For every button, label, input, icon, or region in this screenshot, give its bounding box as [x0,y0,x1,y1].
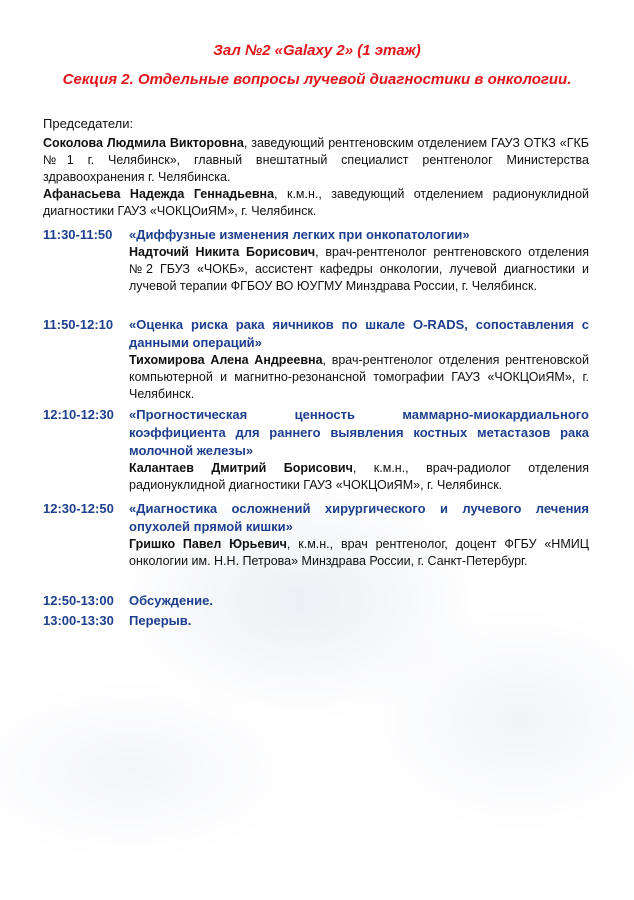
talk-time: 11:30-11:50 [43,227,113,242]
speaker-name: Надточий Никита Борисович [129,245,316,259]
break-time: 13:00-13:30 [43,613,114,628]
hall-title: Зал №2 «Galaxy 2» (1 этаж) [213,42,421,59]
speaker-details: , к.м.н., врач-радиолог отделения радионуклидной диагностики ГАУЗ «ЧОКЦОиЯМ», г. Челябинск. [129,461,590,492]
discussion-label: Обсуждение. [129,593,213,608]
talk-speaker [129,244,589,295]
talk-time: 12:30-12:50 [43,501,114,516]
chair-name: Афанасьева Надежда Геннадьевна [43,187,275,201]
speaker-name: Калантаев Дмитрий Борисович [129,461,353,475]
speaker-name: Гришко Павел Юрьевич [129,537,287,551]
talk-speaker [129,536,589,570]
speaker-details: , к.м.н., врач рентгенолог, доцент ФГБУ «НМИЦ онкологии им. Н.Н. Петрова» Минздрава России, г. Санкт-Петербург. [129,537,589,568]
talk-title: «Оценка риска рака яичников по шкале O-RADS, сопоставления с данными операций» [129,317,589,350]
chair-details: , заведующий рентгеновским отделением ГАУЗ ОТКЗ «ГКБ №1 г. Челябинск», главный внештатный специалист рентгенолог Министерства здравоохранения г. Челябинска. [43,136,589,184]
talk-title: «Прогностическая ценность маммарно-миокардиального коэффициента для раннего выявления костных метастазов рака молочной железы» [129,407,589,458]
program-item [43,406,589,494]
talk-title: «Диффузные изменения легких при онкопатологии» [129,227,470,242]
chair-name: Соколова Людмила Викторовна [43,136,244,150]
break-label: Перерыв. [129,613,192,628]
section-title: Секция 2. Отдельные вопросы лучевой диагностики в онкологии. [62,71,572,88]
program-item [43,316,589,403]
talk-speaker [129,352,589,403]
discussion-item [43,592,213,610]
discussion-time: 12:50-13:00 [43,593,114,608]
chair-entry [43,135,589,186]
program-item [43,500,589,570]
talk-speaker [129,460,589,494]
program-item [43,226,589,295]
talk-time: 12:10-12:30 [43,407,114,422]
speaker-details: , врач-рентгенолог рентгеновского отделения №2 ГБУЗ «ЧОКБ», ассистент кафедры онкологии, лучевой диагностики и лучевой терапии ФГБОУ ВО ЮУГМУ Минздрава России, г. Челябинск. [129,245,589,293]
talk-title: «Диагностика осложнений хирургического и лучевого лечения опухолей прямой кишки» [129,501,589,534]
chairs-label: Председатели: [43,116,134,131]
talk-time: 11:50-12:10 [43,317,114,332]
chair-entry [43,186,589,220]
speaker-name: Тихомирова Алена Андреевна [129,353,323,367]
speaker-details: , врач-рентгенолог отделения рентгеновской компьютерной и магнитно-резонансной томографии ГАУЗ «ЧОКЦОиЯМ», г. Челябинск. [129,353,589,401]
chair-details: , к.м.н., заведующий отделением радионуклидной диагностики ГАУЗ «ЧОКЦОиЯМ», г. Челябинск. [43,187,589,218]
break-item [43,612,191,630]
